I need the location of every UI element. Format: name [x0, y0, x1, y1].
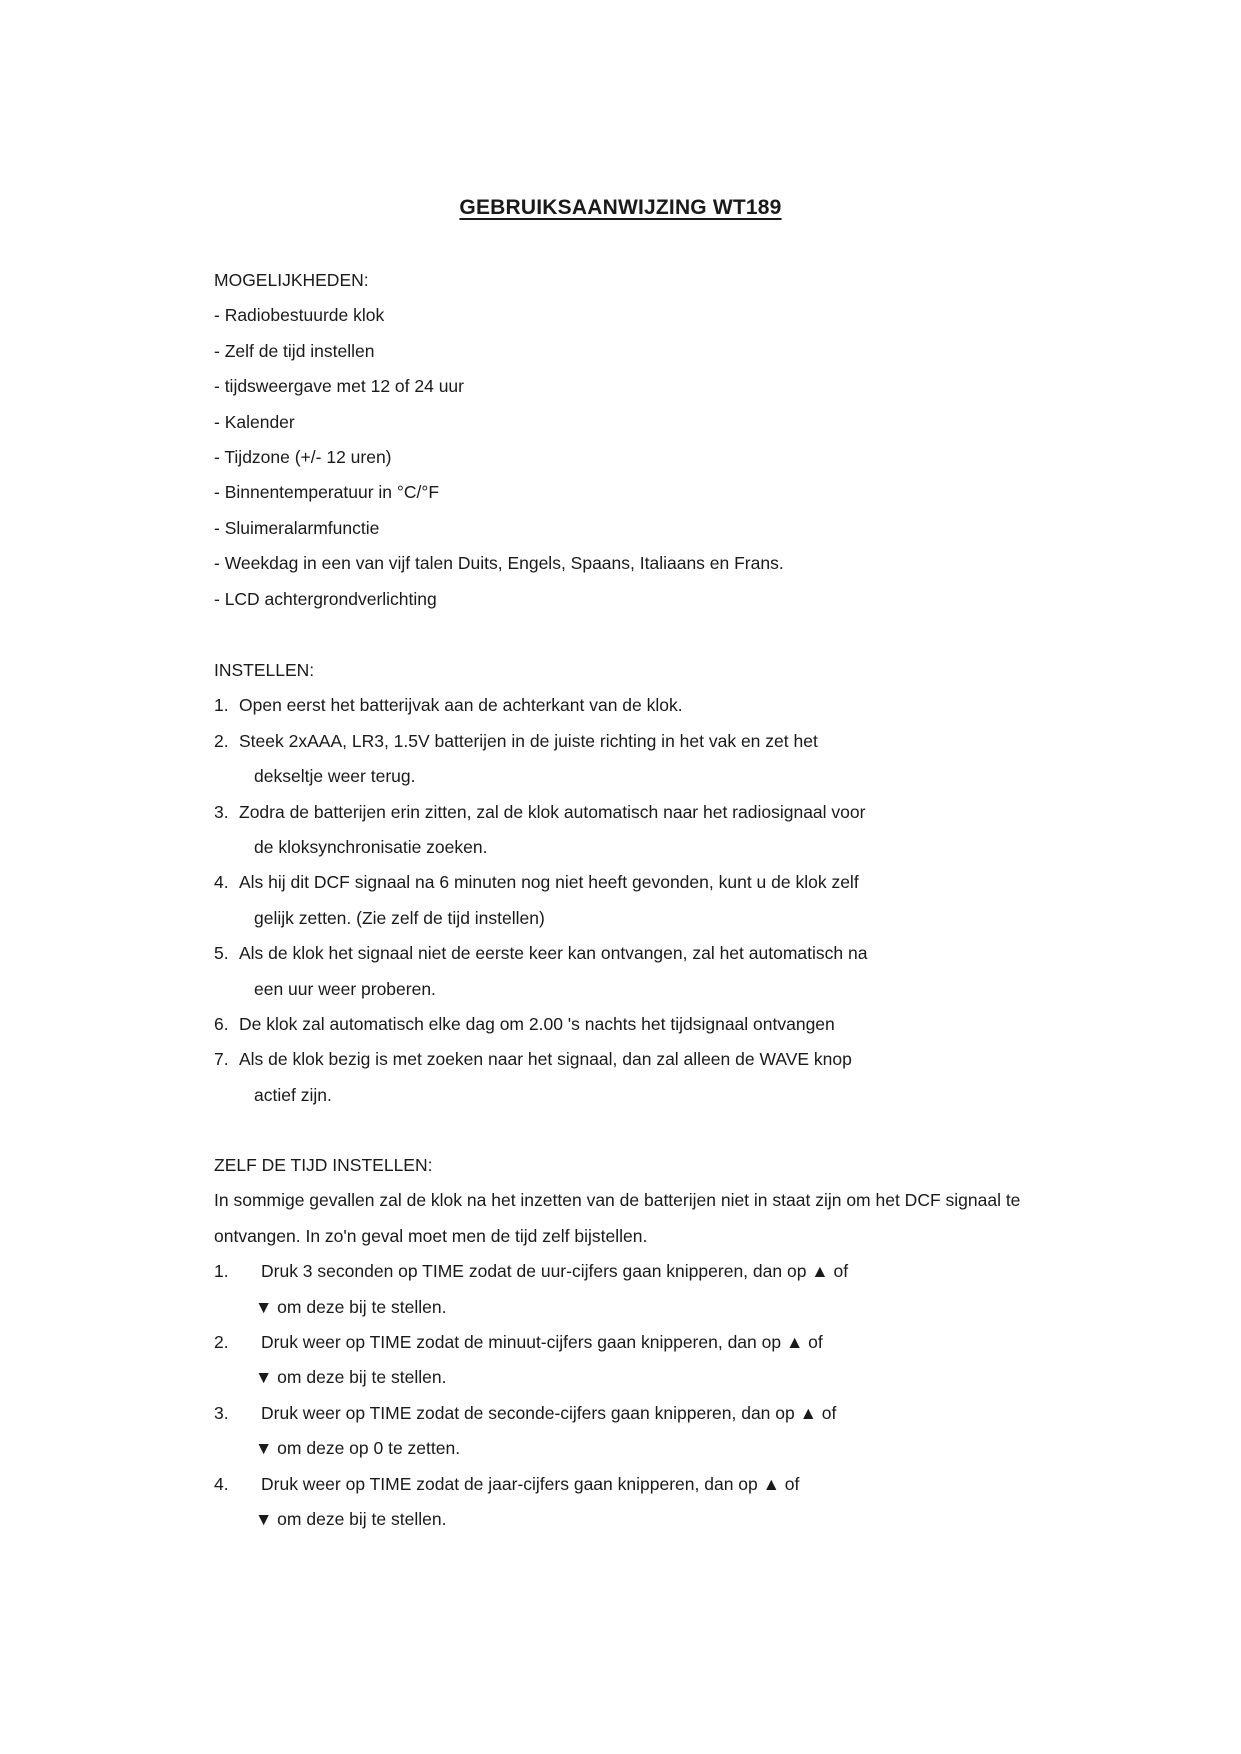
- step-number: 1.: [214, 695, 229, 716]
- setup-heading: INSTELLEN:: [214, 660, 315, 680]
- step-text: De klok zal automatisch elke dag om 2.00 's nachts het tijdsignaal ontvangen: [239, 1013, 835, 1034]
- manual-intro-line: ontvangen. In zo'n geval moet men de tijd zelf bijstellen.: [214, 1225, 648, 1246]
- step-text: Druk 3 seconden op TIME zodat de uur-cijfers gaan knipperen, dan op ▲ of: [261, 1261, 849, 1282]
- feature-item: - Sluimeralarmfunctie: [214, 517, 380, 538]
- step-text: Druk weer op TIME zodat de minuut-cijfers gaan knipperen, dan op ▲ of: [261, 1331, 823, 1352]
- step-text: Als de klok het signaal niet de eerste keer kan ontvangen, zal het automatisch na: [239, 943, 868, 964]
- step-number: 7.: [214, 1049, 229, 1070]
- manual-step: [214, 1396, 1094, 1431]
- step-number: 3.: [214, 1402, 229, 1423]
- setup-step: [214, 1007, 1094, 1042]
- manual-heading: ZELF DE TIJD INSTELLEN:: [214, 1155, 433, 1175]
- setup-step: [214, 865, 1094, 900]
- step-number: 3.: [214, 801, 229, 822]
- step-number: 2.: [214, 1331, 229, 1352]
- setup-section: [214, 653, 1094, 1113]
- step-continuation: ▼ om deze bij te stellen.: [255, 1367, 447, 1388]
- step-text: Zodra de batterijen erin zitten, zal de klok automatisch naar het radiosignaal voor: [239, 801, 866, 822]
- feature-item: - Radiobestuurde klok: [214, 305, 385, 326]
- feature-item: - Binnentemperatuur in °C/°F: [214, 482, 440, 503]
- manual-step: [214, 1254, 1094, 1289]
- step-continuation: ▼ om deze bij te stellen.: [255, 1508, 447, 1529]
- step-continuation: gelijk zetten. (Zie zelf de tijd instellen): [254, 907, 545, 928]
- setup-step: [214, 795, 1094, 830]
- step-text: Als hij dit DCF signaal na 6 minuten nog niet heeft gevonden, kunt u de klok zelf: [239, 872, 859, 893]
- step-continuation: een uur weer proberen.: [254, 978, 436, 999]
- step-text: Als de klok bezig is met zoeken naar het signaal, dan zal alleen de WAVE knop: [239, 1049, 852, 1070]
- step-continuation: ▼ om deze bij te stellen.: [255, 1296, 447, 1317]
- setup-step: [214, 1042, 1094, 1077]
- setup-step: [214, 688, 1094, 723]
- manual-step: [214, 1325, 1094, 1360]
- feature-item: - LCD achtergrondverlichting: [214, 588, 437, 609]
- manual-intro-line: In sommige gevallen zal de klok na het inzetten van de batterijen niet in staat zijn om het DCF signaal te: [214, 1190, 1021, 1211]
- step-number: 6.: [214, 1013, 229, 1034]
- manual-time-section: [214, 1148, 1094, 1537]
- step-continuation: actief zijn.: [254, 1084, 332, 1105]
- feature-item: - Weekdag in een van vijf talen Duits, Engels, Spaans, Italiaans en Frans.: [214, 553, 784, 574]
- step-continuation: ▼ om deze op 0 te zetten.: [255, 1438, 461, 1459]
- feature-item: - tijdsweergave met 12 of 24 uur: [214, 376, 464, 397]
- step-number: 1.: [214, 1261, 229, 1282]
- feature-item: - Kalender: [214, 411, 295, 432]
- step-text: Druk weer op TIME zodat de jaar-cijfers gaan knipperen, dan op ▲ of: [261, 1473, 800, 1494]
- feature-item: - Zelf de tijd instellen: [214, 340, 375, 361]
- features-heading: MOGELIJKHEDEN:: [214, 270, 369, 290]
- features-section: [214, 263, 1094, 617]
- step-number: 4.: [214, 872, 229, 893]
- step-text: Open eerst het batterijvak aan de achterkant van de klok.: [239, 695, 683, 716]
- document-title: GEBRUIKSAANWIJZING WT189: [459, 196, 782, 219]
- step-number: 2.: [214, 730, 229, 751]
- step-continuation: de kloksynchronisatie zoeken.: [254, 836, 488, 857]
- step-number: 4.: [214, 1473, 229, 1494]
- setup-step: [214, 724, 1094, 759]
- step-text: Druk weer op TIME zodat de seconde-cijfers gaan knipperen, dan op ▲ of: [261, 1402, 837, 1423]
- setup-step: [214, 936, 1094, 971]
- step-continuation: dekseltje weer terug.: [254, 766, 416, 787]
- manual-step: [214, 1467, 1094, 1502]
- step-text: Steek 2xAAA, LR3, 1.5V batterijen in de juiste richting in het vak en zet het: [239, 730, 818, 751]
- feature-item: - Tijdzone (+/- 12 uren): [214, 446, 392, 467]
- step-number: 5.: [214, 943, 229, 964]
